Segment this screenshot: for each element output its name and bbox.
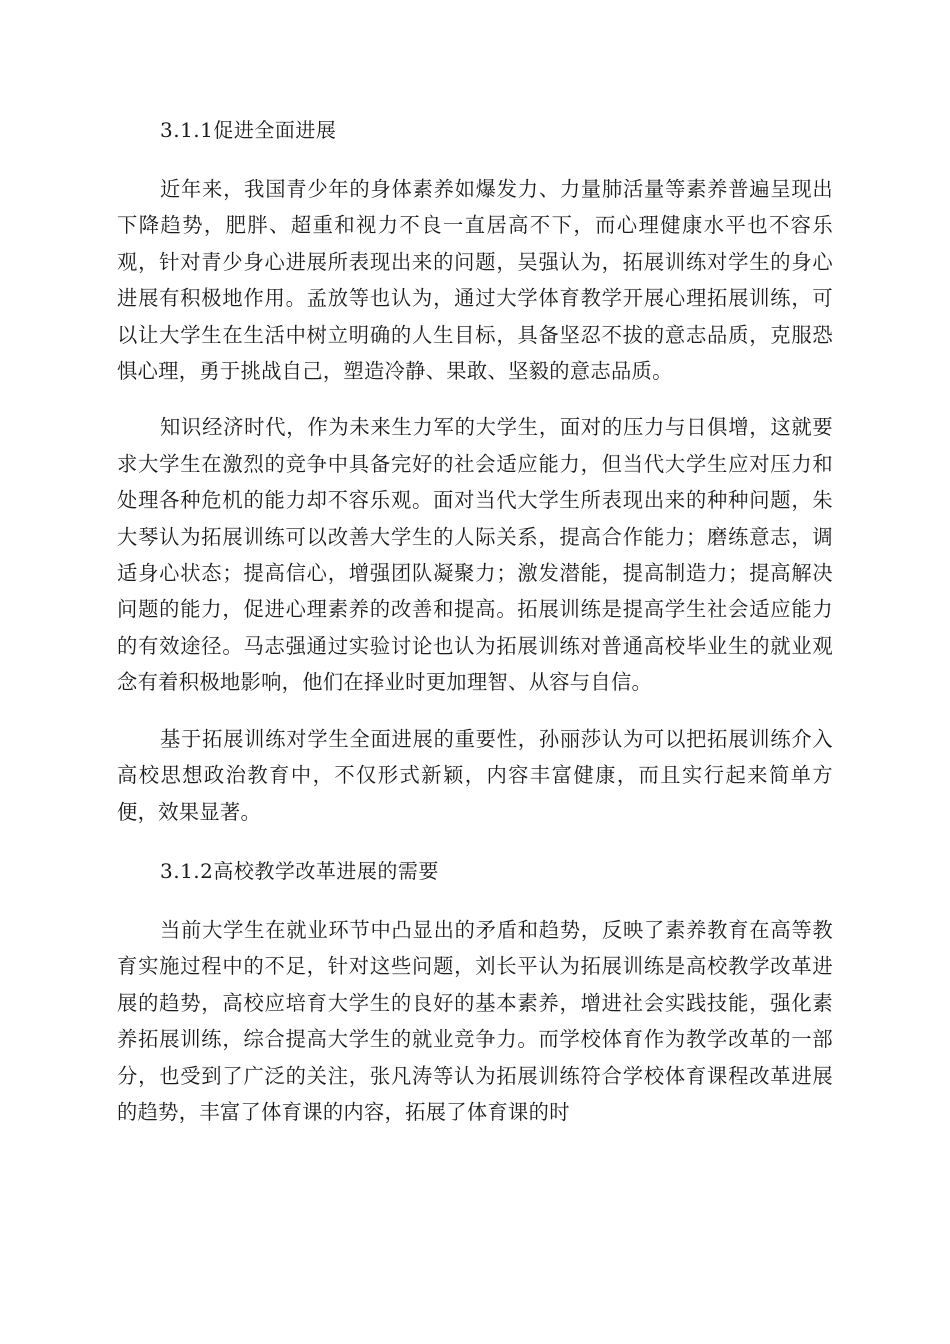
paragraph: 近年来，我国青少年的身体素养如爆发力、力量肺活量等素养普遍呈现出下降趋势，肥胖、超重和视力不良一直居高不下，而心理健康水平也不容乐观，针对青少身心进展所表现出来的问题，吴强认为，拓展训练对学生的身心进展有积极地作用。孟放等也认为，通过大学体育教学开展心理拓展训练，可以让大学生在生活中树立明确的人生目标，具备坚忍不拔的意志品质，克服恐惧心理，勇于挑战自己，塑造冷静、果敢、坚毅的意志品质。 bbox=[117, 177, 833, 384]
spacer bbox=[117, 701, 833, 721]
spacer bbox=[117, 830, 833, 849]
spacer bbox=[117, 152, 833, 171]
document-page bbox=[117, 108, 833, 1130]
paragraph: 基于拓展训练对学生全面进展的重要性，孙丽莎认为可以把拓展训练介入高校思想政治教育中，不仅形式新颖，内容丰富健康，而且实行起来简单方便，效果显著。 bbox=[117, 726, 833, 824]
section-heading: 3.1.2高校教学改革进展的需要 bbox=[160, 858, 439, 883]
section-heading: 3.1.1促进全面进展 bbox=[160, 118, 337, 142]
paragraph: 当前大学生在就业环节中凸显出的矛盾和趋势，反映了素养教育在高等教育实施过程中的不足，针对这些问题，刘长平认为拓展训练是高校教学改革进展的趋势，高校应培育大学生的良好的基本素养，增进社会实践技能，强化素养拓展训练，综合提高大学生的就业竞争力。而学校体育作为教学改革的一部分，也受到了广泛的关注，张凡涛等认为拓展训练符合学校体育课程改革进展的趋势，丰富了体育课的内容，拓展了体育课的时 bbox=[117, 917, 833, 1124]
spacer bbox=[117, 893, 833, 912]
paragraph: 知识经济时代，作为未来生力军的大学生，面对的压力与日俱增，这就要求大学生在激烈的竞争中具备完好的社会适应能力，但当代大学生应对压力和处理各种危机的能力却不容乐观。面对当代大学生所表现出来的种种问题，朱大琴认为拓展训练可以改善大学生的人际关系，提高合作能力；磨练意志，调适身心状态；提高信心，增强团队凝聚力；激发潜能，提高制造力；提高解决问题的能力，促进心理素养的改善和提高。拓展训练是提高学生社会适应能力的有效途径。马志强通过实验讨论也认为拓展训练对普通高校毕业生的就业观念有着积极地影响，他们在择业时更加理智、从容与自信。 bbox=[117, 415, 833, 695]
spacer bbox=[117, 389, 833, 409]
